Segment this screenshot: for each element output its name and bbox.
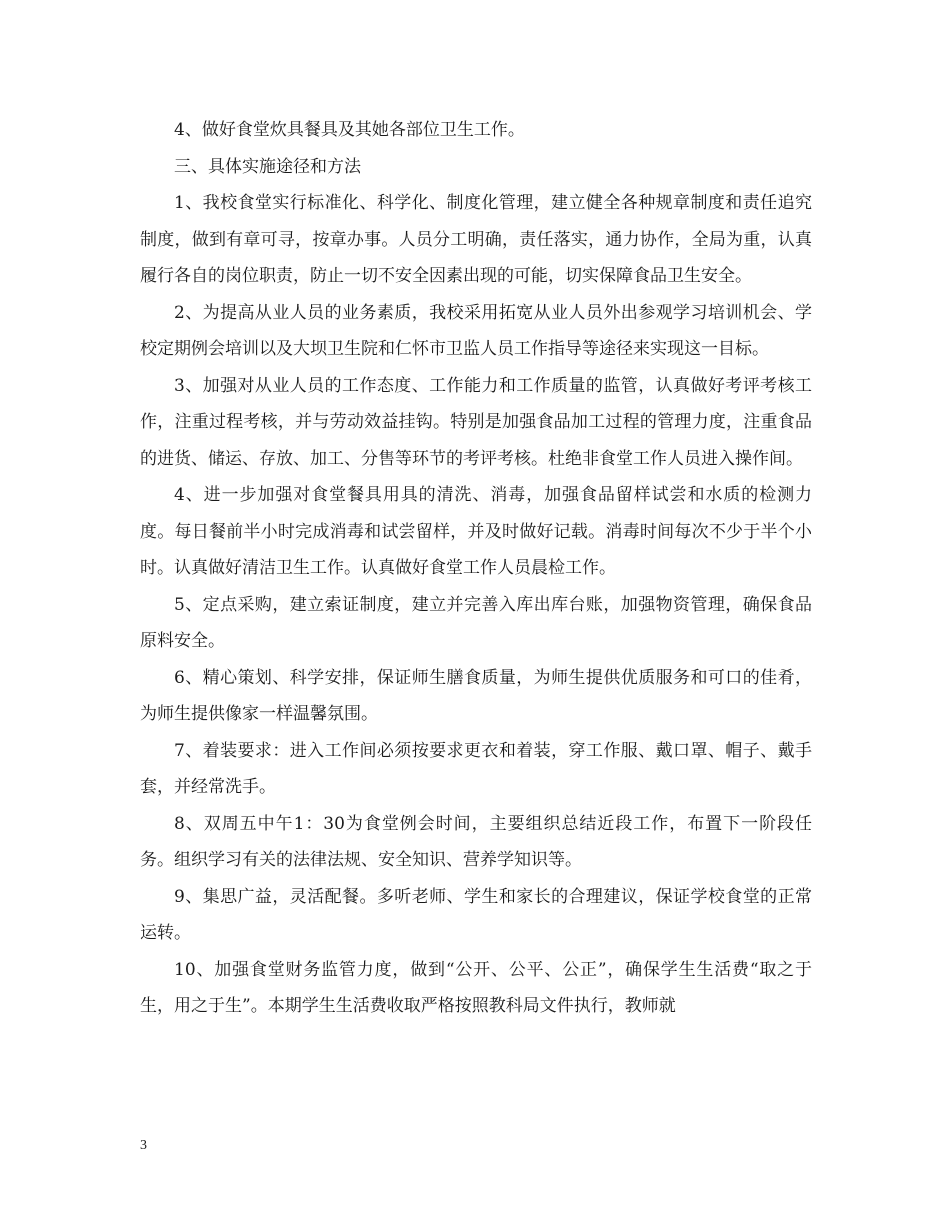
paragraph-supervision: 3、加强对从业人员的工作态度、工作能力和工作质量的监管，认真做好考评考核工作，注重过程考核，并与劳动效益挂钩。特别是加强食品加工过程的管理力度，注重食品的进货、储运、存放、加工、分售等环节的考评考核。杜绝非食堂工作人员进入操作间。	[140, 375, 812, 469]
body-text	[140, 112, 812, 1025]
paragraph-meeting: 8、双周五中午1：30为食堂例会时间，主要组织总结近段工作，布置下一阶段任务。组织学习有关的法律法规、安全知识、营养学知识等。	[140, 813, 812, 870]
paragraph-management: 1、我校食堂实行标准化、科学化、制度化管理，建立健全各种规章制度和责任追究制度，做到有章可寻，按章办事。人员分工明确，责任落实，通力协作，全局为重，认真履行各自的岗位职责，防止一切不安全因素出现的可能，切实保障食品卫生安全。	[140, 193, 812, 286]
paragraph-procurement: 5、定点采购，建立索证制度，建立并完善入库出库台账，加强物资管理，确保食品原料安全。	[140, 594, 812, 651]
paragraph-suggestions: 9、集思广益，灵活配餐。多听老师、学生和家长的合理建议，保证学校食堂的正常运转。	[140, 886, 812, 943]
page-number: 3	[140, 1138, 147, 1153]
section-heading-implementation: 三、具体实施途径和方法	[174, 156, 361, 177]
paragraph-item-4-sanitation: 4、做好食堂炊具餐具及其她各部位卫生工作。	[174, 120, 525, 140]
paragraph-dress-code: 7、着装要求：进入工作间必须按要求更衣和着装，穿工作服、戴口罩、帽子、戴手套，并经常洗手。	[140, 740, 812, 797]
paragraph-finance: 10、加强食堂财务监管力度，做到“公开、公平、公正”，确保学生生活费“取之于生，用之于生”。本期学生生活费收取严格按照教科局文件执行，教师就	[140, 959, 812, 1016]
paragraph-training: 2、为提高从业人员的业务素质，我校采用拓宽从业人员外出参观学习培训机会、学校定期例会培训以及大坝卫生院和仁怀市卫监人员工作指导等途径来实现这一目标。	[140, 302, 812, 359]
paragraph-disinfection: 4、进一步加强对食堂餐具用具的清洗、消毒，加强食品留样试尝和水质的检测力度。每日餐前半小时完成消毒和试尝留样，并及时做好记载。消毒时间每次不少于半个小时。认真做好清洁卫生工作。认真做好食堂工作人员晨检工作。	[140, 485, 812, 578]
paragraph-meal-quality: 6、精心策划、科学安排，保证师生膳食质量，为师生提供优质服务和可口的佳肴，为师生提供像家一样温馨氛围。	[140, 667, 812, 724]
